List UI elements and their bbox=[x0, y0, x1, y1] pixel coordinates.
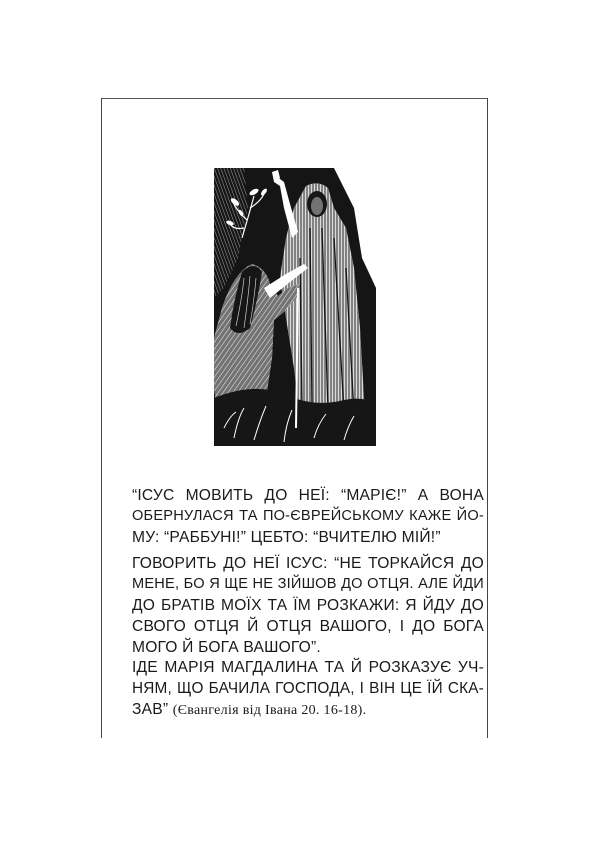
paragraph-1 bbox=[132, 485, 484, 548]
paragraph-1-line-2: ОБЕРНУЛАСЯ ТА ПО-ЄВРЕЙСЬКОМУ КАЖЕ ЙО- bbox=[132, 508, 484, 524]
page-border-top bbox=[101, 98, 488, 99]
paragraph-2-line-5: МОГО Й БОГА ВАШОГО”. bbox=[132, 639, 321, 656]
paragraph-3 bbox=[132, 657, 484, 721]
page-border-left bbox=[101, 98, 102, 738]
paragraph-1-line-3: МУ: “РАББУНІ!” ЦЕБТО: “ВЧИТЕЛЮ МІЙ!” bbox=[132, 529, 441, 546]
engraving-illustration bbox=[214, 168, 376, 446]
paragraph-3-last-words: ЗАВ” bbox=[132, 701, 169, 718]
bible-citation: (Євангелія від Івана 20. 16-18). bbox=[172, 703, 367, 718]
paragraph-3-line-3 bbox=[132, 699, 484, 721]
paragraph-1-line-1: “ІСУС МОВИТЬ ДО НЕЇ: “МАРІЄ!” А ВОНА bbox=[132, 487, 484, 504]
paragraph-2-line-4: СВОГО ОТЦЯ Й ОТЦЯ ВАШОГО, І ДО БОГА bbox=[132, 618, 484, 635]
paragraph-3-line-2: НЯМ, ЩО БАЧИЛА ГОСПОДА, І ВІН ЦЕ ЇЙ СКА- bbox=[132, 680, 484, 697]
paragraph-2-line-1: ГОВОРИТЬ ДО НЕЇ ІСУС: “НЕ ТОРКАЙСЯ ДО bbox=[132, 555, 484, 572]
paragraph-3-line-1: ІДЕ МАРІЯ МАГДАЛИНА ТА Й РОЗКАЗУЄ УЧ- bbox=[132, 659, 484, 676]
page-border-right bbox=[487, 98, 488, 738]
paragraph-2-line-3: ДО БРАТІВ МОЇХ ТА ЇМ РОЗКАЖИ: Я ЙДУ ДО bbox=[132, 597, 484, 614]
paragraph-2 bbox=[132, 553, 484, 658]
paragraph-2-line-2: МЕНЕ, БО Я ЩЕ НЕ ЗІЙШОВ ДО ОТЦЯ. АЛЕ ЙДИ bbox=[132, 576, 484, 592]
